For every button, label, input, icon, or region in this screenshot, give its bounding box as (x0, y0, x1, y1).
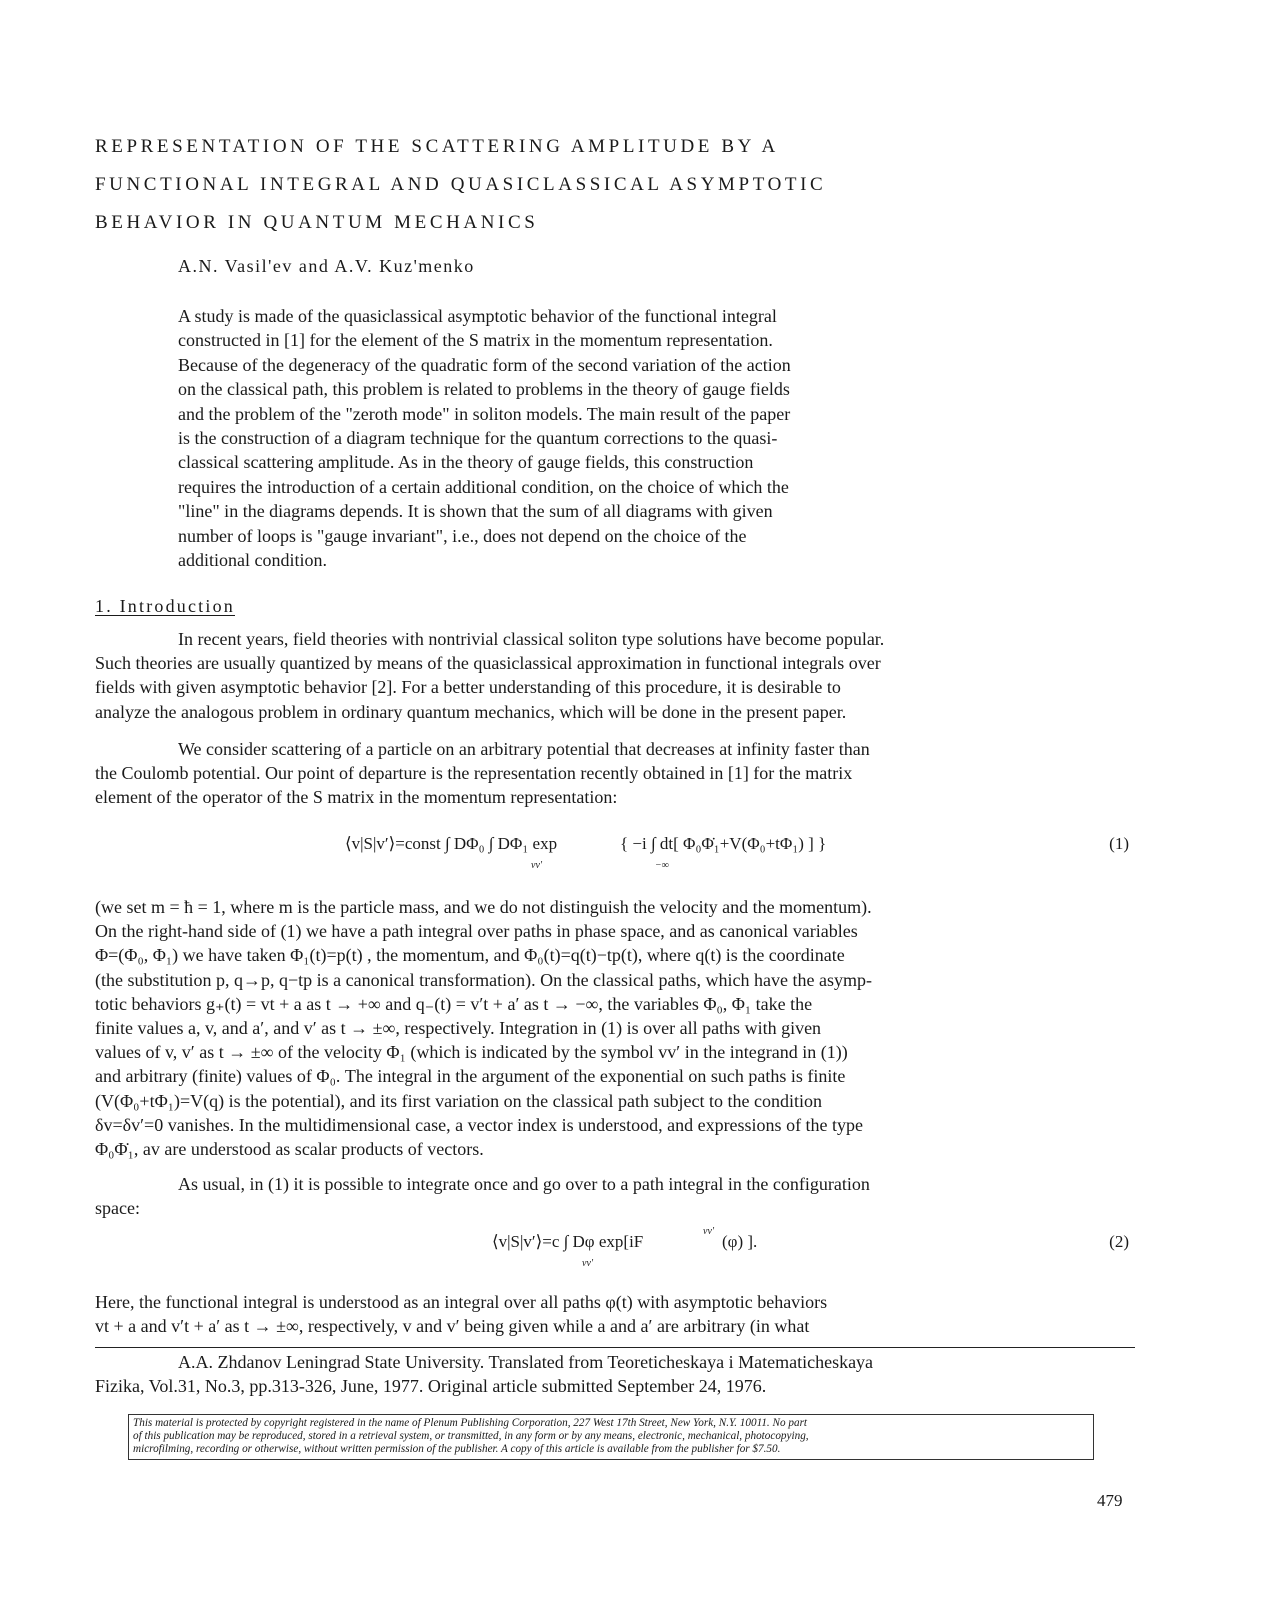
paragraph-3 (95, 895, 1135, 1161)
text-line: totic behaviors g₊(t) = vt + a as t → +∞ and q₋(t) = v′t + a′ as t → −∞, the variables Φ₀, Φ₁ take the (95, 993, 813, 1014)
text-line: analyze the analogous problem in ordinary quantum mechanics, which will be done in the present paper. (95, 701, 847, 722)
abstract-line: classical scattering amplitude. As in the theory of gauge fields, this construction (178, 452, 754, 473)
text-line: and arbitrary (finite) values of Φ₀. The integral in the argument of the exponential on such paths is finite (95, 1066, 846, 1087)
equation-2-number: (2) (1109, 1232, 1129, 1251)
text-line: (V(Φ₀+tΦ₁)=V(q) is the potential), and its first variation on the classical path subject to the condition (95, 1090, 822, 1111)
abstract-line: "line" in the diagrams depends. It is shown that the sum of all diagrams with given (178, 501, 773, 522)
abstract-line: requires the introduction of a certain additional condition, on the choice of which the (178, 476, 789, 497)
paper-title (95, 128, 1095, 242)
abstract-line: is the construction of a diagram technique for the quantum corrections to the quasi- (178, 428, 778, 449)
copyright-line: of this publication may be reproduced, stored in a retrieval system, or transmitted, in any form or by any means, electronic, mechanical, photocopying, (133, 1430, 809, 1443)
equation-1-lhs: ⟨v|S|v′⟩=const ∫ DΦ₀ ∫ DΦ₁ exp (345, 834, 558, 853)
text-line: fields with given asymptotic behavior [2]. For a better understanding of this procedure, it is desirable to (95, 677, 841, 698)
authors: A.N. Vasil'ev and A.V. Kuz'menko (178, 256, 475, 276)
footnote-line: A.A. Zhdanov Leningrad State University. Translated from Teoreticheskaya i Matematicheskaya (178, 1352, 874, 1372)
equation-2-tail: (φ) ]. (722, 1232, 758, 1251)
equation-1-number: (1) (1109, 834, 1129, 853)
text-line: element of the operator of the S matrix in the momentum representation: (95, 787, 618, 808)
text-line: We consider scattering of a particle on an arbitrary potential that decreases at infinity faster than (178, 739, 870, 759)
text-line: Such theories are usually quantized by means of the quasiclassical approximation in functional integrals over (95, 653, 881, 674)
text-line: In recent years, field theories with nontrivial classical soliton type solutions have become popular. (178, 629, 885, 649)
title-line: FUNCTIONAL INTEGRAL AND QUASICLASSICAL ASYMPTOTIC (95, 174, 827, 195)
text-line: (we set m = ħ = 1, where m is the particle mass, and we do not distinguish the velocity and the momentum). (95, 897, 872, 917)
text-line: On the right-hand side of (1) we have a path integral over paths in phase space, and as canonical variables (95, 921, 858, 942)
abstract-line: number of loops is "gauge invariant", i.e., does not depend on the choice of the (178, 525, 747, 546)
section-heading: 1. Introduction (95, 596, 235, 616)
text-line: the Coulomb potential. Our point of departure is the representation recently obtained in [1] for the matrix (95, 763, 853, 784)
abstract (178, 304, 1058, 572)
affiliation-footnote (95, 1350, 1135, 1398)
text-line: As usual, in (1) it is possible to integrate once and go over to a path integral in the configuration (178, 1174, 870, 1194)
text-line: space: (95, 1198, 140, 1219)
paragraph-2 (95, 737, 1135, 810)
page-number: 479 (1097, 1491, 1123, 1510)
equation-2-subscript-vv: vv′ (582, 1258, 594, 1269)
copyright-line: This material is protected by copyright registered in the name of Plenum Publishing Corporation, 227 West 17th Street, New York, N.Y. 10011. No part (133, 1417, 808, 1429)
text-line: values of v, v′ as t → ±∞ of the velocity Φ₁ (which is indicated by the symbol vv′ in the integrand in (1)) (95, 1042, 848, 1063)
title-line: REPRESENTATION OF THE SCATTERING AMPLITUDE BY A (95, 136, 779, 157)
text-line: finite values a, v, and a′, and v′ as t → ±∞, respectively. Integration in (1) is over all paths with given (95, 1018, 822, 1039)
text-line: vt + a and v′t + a′ as t → ±∞, respectively, v and v′ being given while a and a′ are arbitrary (in what (95, 1316, 810, 1337)
abstract-line: Because of the degeneracy of the quadratic form of the second variation of the action (178, 354, 791, 375)
paragraph-1 (95, 627, 1135, 724)
footnote-line: Fizika, Vol.31, No.3, pp.313-326, June, 1977. Original article submitted September 24, 1976. (95, 1376, 767, 1396)
footnote-rule (95, 1347, 1135, 1348)
paragraph-5 (95, 1290, 1135, 1338)
title-line: BEHAVIOR IN QUANTUM MECHANICS (95, 212, 539, 233)
copyright-line: microfilming, recording or otherwise, without written permission of the publisher. A copy of this article is available from the publisher for $7.50. (133, 1443, 781, 1456)
abstract-line: and the problem of the "zeroth mode" in soliton models. The main result of the paper (178, 403, 791, 424)
text-line: δv=δv′=0 vanishes. In the multidimensional case, a vector index is understood, and expressions of the type (95, 1114, 864, 1135)
text-line: Here, the functional integral is understood as an integral over all paths φ(t) with asymptotic behaviors (95, 1292, 828, 1312)
paragraph-4 (95, 1172, 1135, 1220)
equation-1-subscript-vv: vv′ (531, 860, 543, 871)
abstract-line: additional condition. (178, 550, 327, 571)
text-line: Φ₀Φ̇₁, av are understood as scalar products of vectors. (95, 1139, 484, 1160)
equation-2-lhs: ⟨v|S|v′⟩=c ∫ Dφ exp[iF (492, 1232, 644, 1251)
equation-1-subscript-inf: −∞ (655, 860, 669, 871)
abstract-line: on the classical path, this problem is related to problems in the theory of gauge fields (178, 379, 790, 400)
copyright-notice (128, 1414, 1094, 1460)
abstract-line: A study is made of the quasiclassical asymptotic behavior of the functional integral (178, 306, 777, 326)
equation-1-body: { −i ∫ dt[ Φ₀Φ̇₁+V(Φ₀+tΦ₁) ] } (620, 834, 827, 853)
abstract-line: constructed in [1] for the element of the S matrix in the momentum representation. (178, 330, 773, 351)
equation-2-superscript: vv′ (703, 1226, 715, 1237)
text-line: Φ=(Φ₀, Φ₁) we have taken Φ₁(t)=p(t) , the momentum, and Φ₀(t)=q(t)−tp(t), where q(t) is the coordinate (95, 945, 845, 966)
text-line: (the substitution p, q→p, q−tp is a canonical transformation). On the classical paths, which have the asymp- (95, 969, 872, 990)
